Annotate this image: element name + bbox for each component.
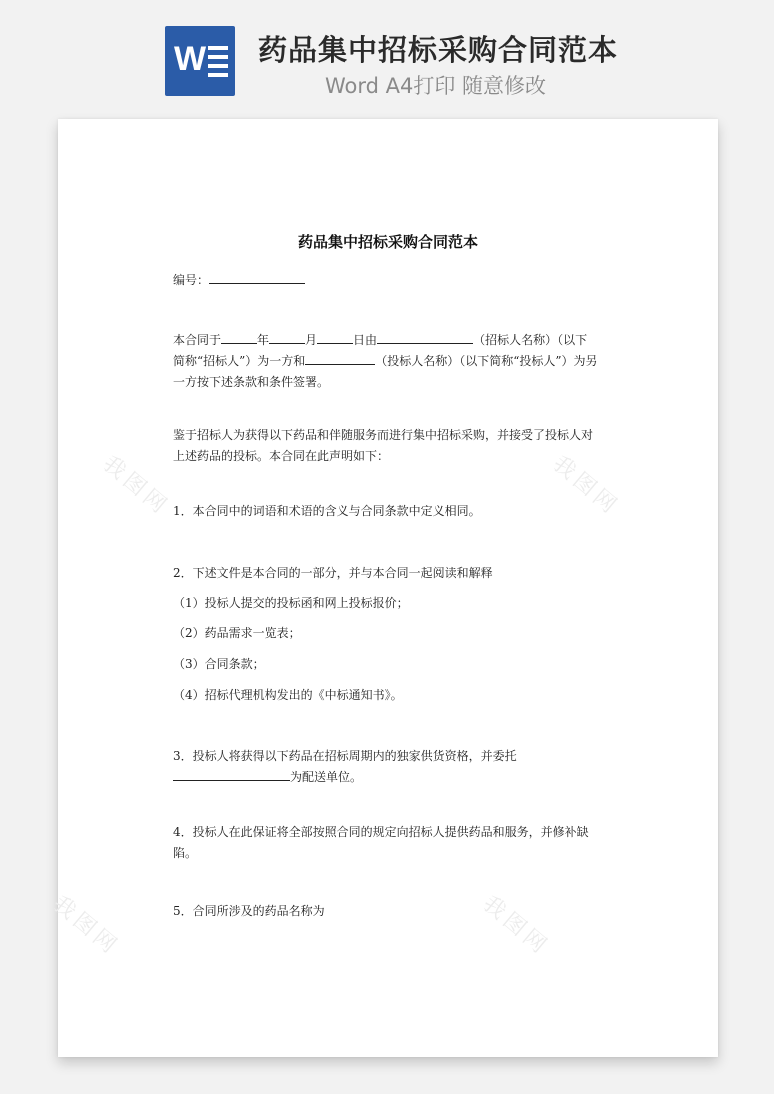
intro-paragraph bbox=[173, 330, 598, 393]
header-subtitle: Word A4打印 随意修改 bbox=[325, 74, 547, 98]
word-logo-letter: W bbox=[174, 40, 207, 78]
year-blank[interactable] bbox=[221, 330, 257, 344]
month-blank[interactable] bbox=[269, 330, 305, 344]
month-label: 月 bbox=[305, 333, 318, 347]
serial-label: 编号： bbox=[173, 273, 210, 287]
clause-4: 4．投标人在此保证将全部按照合同的规定向招标人提供药品和服务，并修补缺陷。 bbox=[173, 825, 589, 860]
distributor-blank[interactable] bbox=[173, 767, 290, 781]
whereas-paragraph: 鉴于招标人为获得以下药品和伴随服务而进行集中招标采购，并接受了投标人对上述药品的投标。本合同在此声明如下： bbox=[173, 428, 594, 463]
watermark: 我图网 bbox=[47, 891, 124, 961]
clause-2-item: （3）合同条款； bbox=[173, 657, 265, 671]
clause-3-text: 3．投标人将获得以下药品在招标周期内的独家供货资格，并委托 bbox=[173, 749, 517, 763]
year-label: 年 bbox=[257, 333, 270, 347]
header-title: 药品集中招标采购合同范本 bbox=[258, 33, 619, 67]
intro-text: 本合同于 bbox=[173, 333, 222, 347]
day-blank[interactable] bbox=[317, 330, 353, 344]
day-label: 日由 bbox=[353, 333, 378, 347]
page-header bbox=[0, 0, 774, 110]
document-title: 药品集中招标采购合同范本 bbox=[297, 233, 478, 251]
watermark: 我图网 bbox=[477, 891, 554, 961]
word-app-icon bbox=[165, 26, 235, 96]
serial-number-line bbox=[173, 270, 598, 291]
clause-2-item: （4）招标代理机构发出的《中标通知书》。 bbox=[173, 688, 403, 702]
tenderer-blank[interactable] bbox=[377, 330, 473, 344]
clause-5: 5．合同所涉及的药品名称为 bbox=[173, 904, 325, 918]
intro-text: （投标人名称）（以下简称“投标人”）为另一方按下述条款和条件签署。 bbox=[173, 354, 598, 389]
watermark: 我图网 bbox=[97, 451, 174, 521]
clause-2: 2．下述文件是本合同的一部分，并与本合同一起阅读和解释 bbox=[173, 566, 493, 580]
clause-2-item: （2）药品需求一览表； bbox=[173, 626, 301, 640]
bidder-blank[interactable] bbox=[305, 351, 375, 365]
clause-3 bbox=[173, 746, 598, 788]
clause-2-item: （1）投标人提交的投标函和网上投标报价； bbox=[173, 596, 409, 610]
clause-3-text: 为配送单位。 bbox=[290, 770, 363, 784]
serial-blank[interactable] bbox=[209, 270, 305, 284]
intro-text: （招标人名称）（以下简称“招标人”）为一方和 bbox=[173, 333, 588, 368]
clause-1: 1．本合同中的词语和术语的含义与合同条款中定义相同。 bbox=[173, 504, 481, 518]
document-page bbox=[47, 119, 718, 1057]
watermark: 我图网 bbox=[547, 451, 624, 521]
